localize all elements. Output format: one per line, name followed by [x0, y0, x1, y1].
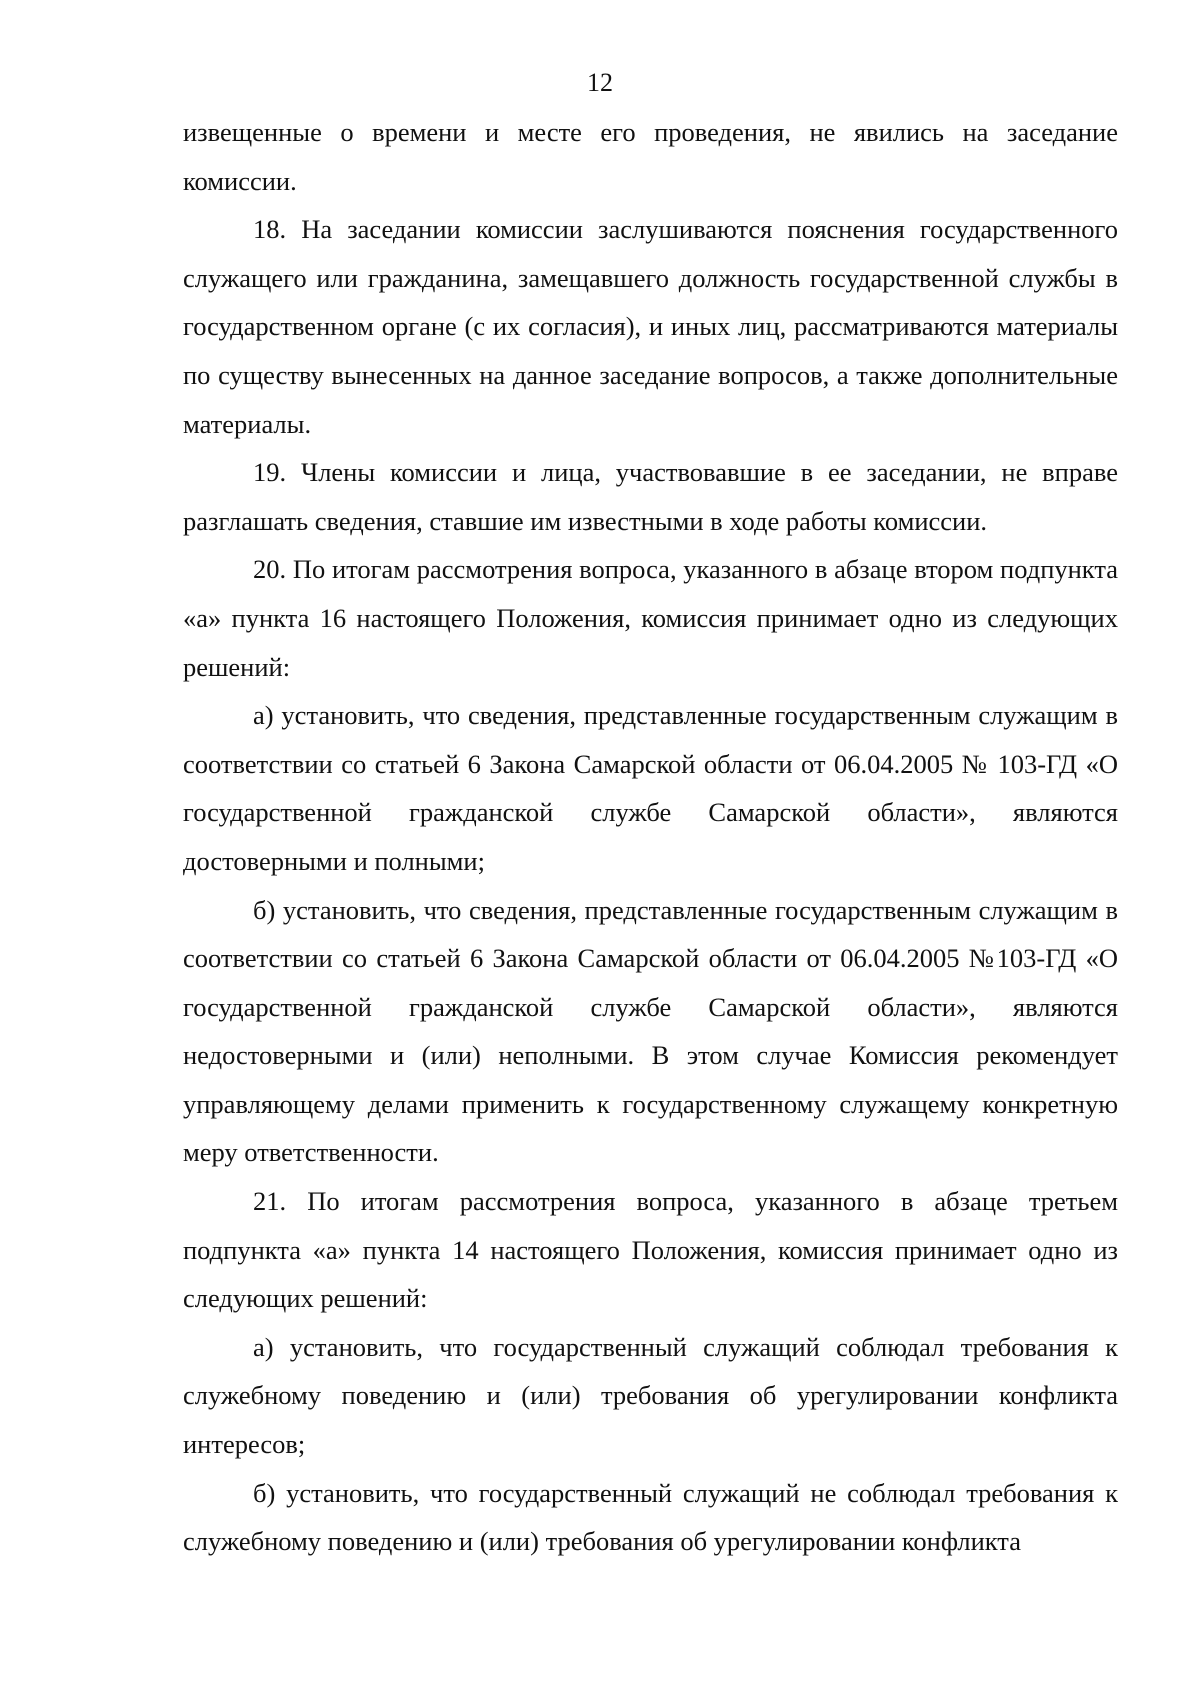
- paragraph-21: 21. По итогам рассмотрения вопроса, указанного в абзаце третьем подпункта «а» пункта 14 настоящего Положения, комиссия принимает одно из следующих решений:: [183, 1186, 1118, 1314]
- paragraph-20-a: а) установить, что сведения, представленные государственным служащим в соответствии со статьей 6 Закона Самарской области от 06.04.2005 № 103-ГД «О государственной гражданской службе Самарской области», являются достоверными и полными;: [183, 700, 1118, 876]
- paragraph-21-b: б) установить, что государственный служащий не соблюдал требования к служебному поведению и (или) требования об урегулировании конфликта: [183, 1477, 1118, 1557]
- paragraph-20: 20. По итогам рассмотрения вопроса, указанного в абзаце втором подпункта «а» пункта 16 настоящего Положения, комиссия принимает одно из следующих решений:: [183, 554, 1118, 682]
- paragraph-19: 19. Члены комиссии и лица, участвовавшие в ее заседании, не вправе разглашать сведения, ставшие им известными в ходе работы комиссии.: [183, 457, 1118, 536]
- document-body: [183, 108, 1118, 1566]
- paragraph-18: 18. На заседании комиссии заслушиваются пояснения государственного служащего или гражданина, замещавшего должность государственной службы в государственном органе (с их согласия), и иных лиц, рассматриваются материалы по существу вынесенных на данное заседание вопросов, а также дополнительные материалы.: [183, 214, 1118, 439]
- paragraph-21-a: а) установить, что государственный служащий соблюдал требования к служебному поведению и (или) требования об урегулировании конфликта интересов;: [183, 1331, 1118, 1460]
- paragraph-continuation: извещенные о времени и месте его проведения, не явились на заседание комиссии.: [183, 117, 1118, 196]
- page-number: 12: [587, 68, 613, 97]
- paragraph-20-b: б) установить, что сведения, представленные государственным служащим в соответствии со статьей 6 Закона Самарской области от 06.04.2005 №103-ГД «О государственной гражданской службе Самарской области», являются недостоверными и (или) неполными. В этом случае Комиссия рекомендует управляющему делами применить к государственному служащему конкретную меру ответственности.: [183, 894, 1118, 1168]
